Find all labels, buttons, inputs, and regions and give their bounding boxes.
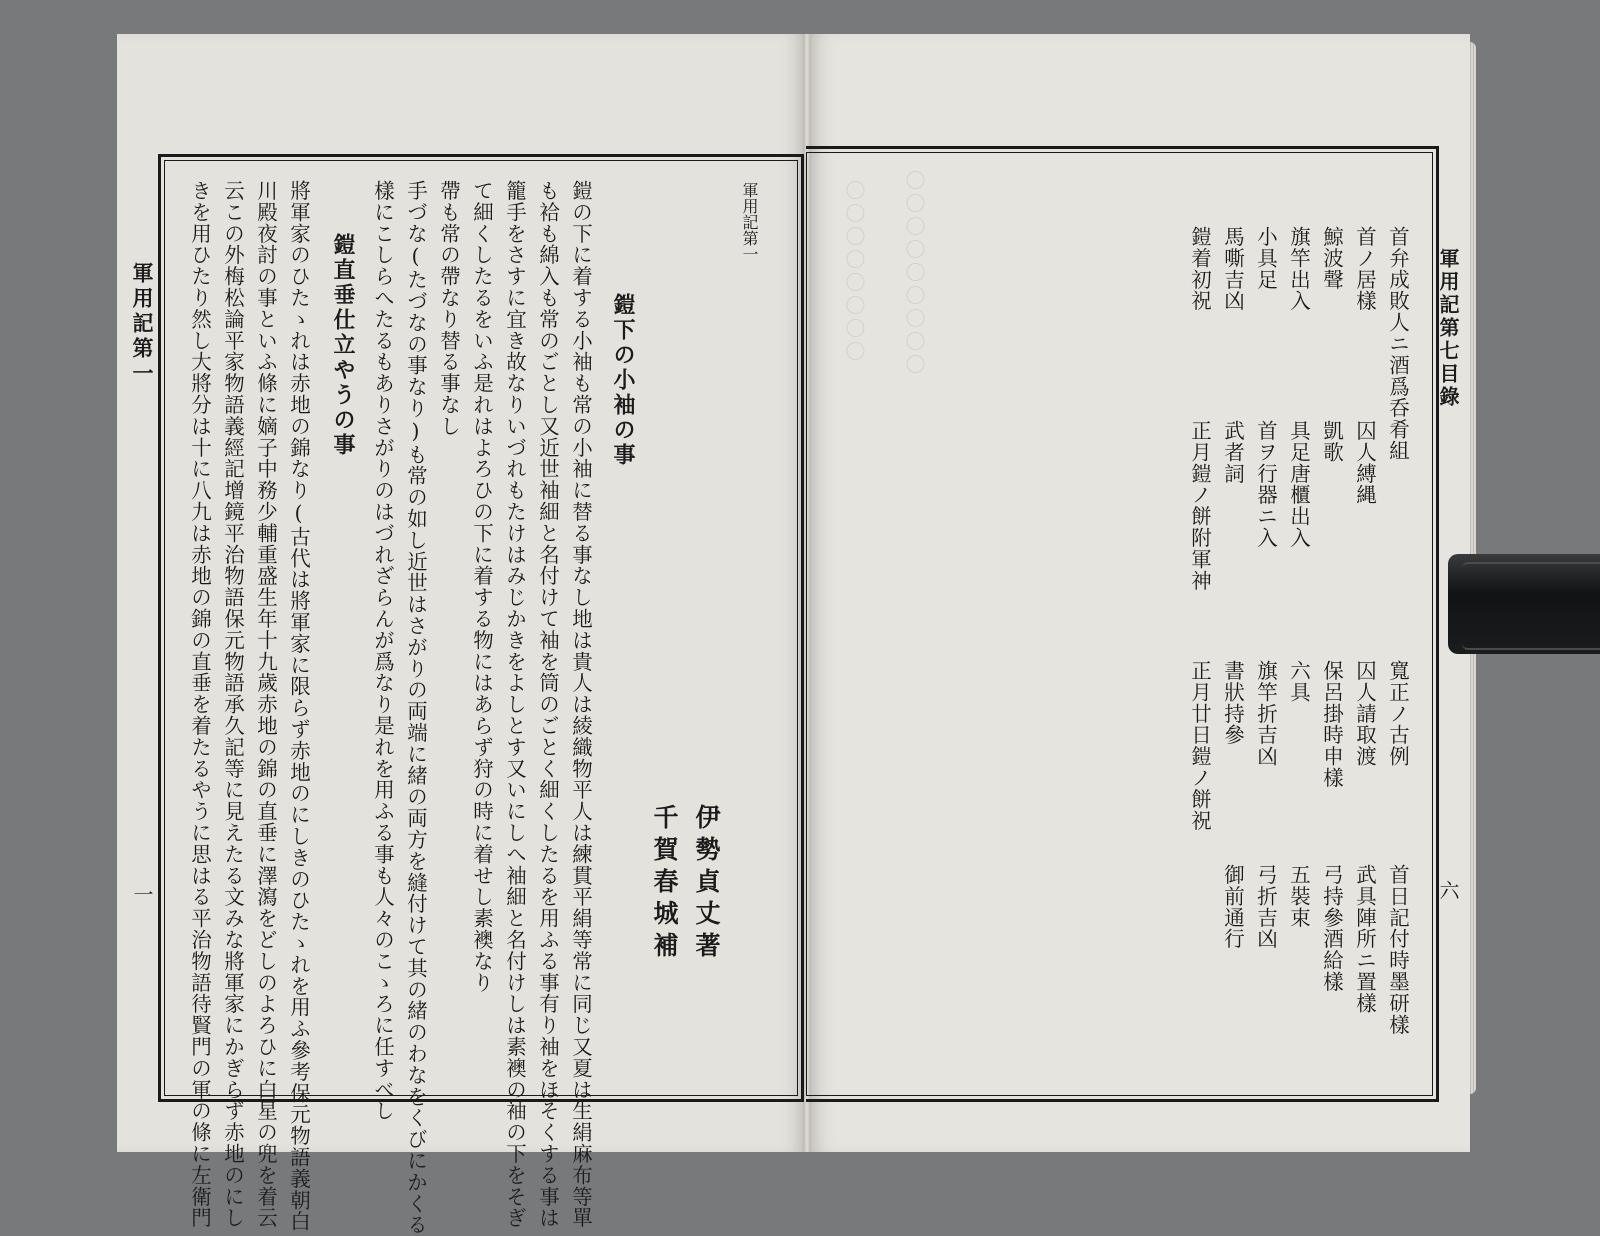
right-text-frame (806, 146, 1439, 1102)
toc-entry: 首弁成敗人ニ酒爲呑肴組 (1385, 226, 1410, 462)
toc-entry: 六具 (1286, 660, 1311, 703)
toc-entry: 御前通行 (1220, 864, 1245, 950)
body-line: 鎧の下に着する小袖も常の小袖に替る事なし地は貴人は綾織物平人は練貫平絹等常に同じ又夏は生絹麻布等單 (568, 180, 593, 1229)
body-line: きを用ひたり然し大將分は十に八九は赤地の錦の直垂を着たるやうに思はる平治物語待賢門の軍の條に左衛門 (187, 180, 212, 1229)
toc-entry: 小具足 (1253, 226, 1278, 291)
body-line: 樣にこしらへたるもありさがりのはづれざらんが爲なり是れを用ふる事も人々のこゝろに任すべし (370, 180, 395, 1122)
left-running-head: 軍用記第一 (130, 262, 155, 387)
toc-entry: 首ヲ行器ニ入 (1253, 420, 1278, 549)
toc-entry: 武者詞 (1220, 420, 1245, 485)
show-through-text: 〇〇〇〇〇〇〇〇〇 (902, 170, 926, 377)
show-through-text: 〇〇〇〇〇〇〇〇 (842, 180, 866, 364)
toc-entry: 正月廿日鎧ノ餅祝 (1187, 660, 1212, 832)
toc-entry: 首日記付時墨研樣 (1385, 864, 1410, 1036)
toc-entry: 保呂掛時申樣 (1319, 660, 1344, 789)
left-folio: 一 (130, 884, 154, 905)
body-line: 將軍家のひたゝれは赤地の錦なり(古代は將軍家に限らず赤地のにしきのひたゝれを用ふ參考保元物語義朝白 (286, 180, 311, 1233)
section-heading: 鎧下の小袖の事 (610, 293, 636, 468)
toc-entry: 旗竿出入 (1286, 226, 1311, 312)
right-folio: 六 (1436, 880, 1460, 901)
toc-entry: 正月鎧ノ餅附軍神 (1187, 420, 1212, 592)
toc-entry: 凱歌 (1319, 420, 1344, 463)
toc-entry: 弓折吉凶 (1253, 864, 1278, 950)
toc-entry: 武具陣所ニ置樣 (1352, 864, 1377, 1014)
toc-entry: 具足唐櫃出入 (1286, 420, 1311, 549)
toc-entry: 囚人縛縄 (1352, 420, 1377, 506)
body-line: 云この外梅松論平家物語義經記增鏡平治物語保元物語承久記等に見えたる文みな將軍家にかぎらず赤地のにし (220, 180, 245, 1229)
toc-entry: 弓持參酒給樣 (1319, 864, 1344, 993)
toc-entry: 書狀持參 (1220, 660, 1245, 746)
toc-entry: 首ノ居樣 (1352, 226, 1377, 312)
body-line: も袷も綿入も常のごとし又近世袖細と名付けて袖を筒のごとく細くしたるを用ふる事有り袖をほそくする事は (535, 180, 560, 1229)
author-credit: 伊勢貞丈著 (692, 804, 721, 964)
body-line: 帶も常の帶なり替る事なし (436, 180, 461, 437)
toc-entry: 囚人請取渡 (1352, 660, 1377, 767)
toc-entry: 馬嘶吉凶 (1220, 226, 1245, 312)
bookmark-band (1462, 562, 1600, 650)
editor-credit: 千賀春城補 (650, 804, 679, 964)
book-title: 軍用記第一 (740, 182, 759, 262)
body-line: 手づな(たづなの事なり)も常の如し近世はさがりの両端に緒の両方を縫付けて其の緒のわなをくびにかくる (403, 180, 428, 1236)
toc-entry: 五裝束 (1286, 864, 1311, 929)
toc-entry: 鯨波聲 (1319, 226, 1344, 291)
toc-entry: 鎧着初祝 (1187, 226, 1212, 312)
body-line: 籠手をさすに宜き故なりいづれもたけはみじかきをよしとす又いにしへ袖細と名付けしは素襖の袖の下をそぎ (502, 180, 527, 1229)
body-line: 川殿夜討の事といふ條に嫡子中務少輔重盛生年十九歲赤地の錦の直垂に澤瀉をどしのよろひに白星の兜を着云 (253, 180, 278, 1229)
toc-entry: 寬正ノ古例 (1385, 660, 1410, 767)
body-line: て細くしたるをいふ是れはよろひの下に着する物にはあらず狩の時に着せし素襖なり (469, 180, 494, 994)
toc-entry: 旗竿折吉凶 (1253, 660, 1278, 767)
right-running-head: 軍用記第七目錄 (1436, 248, 1460, 409)
section-heading: 鎧直垂仕立やうの事 (330, 233, 356, 458)
